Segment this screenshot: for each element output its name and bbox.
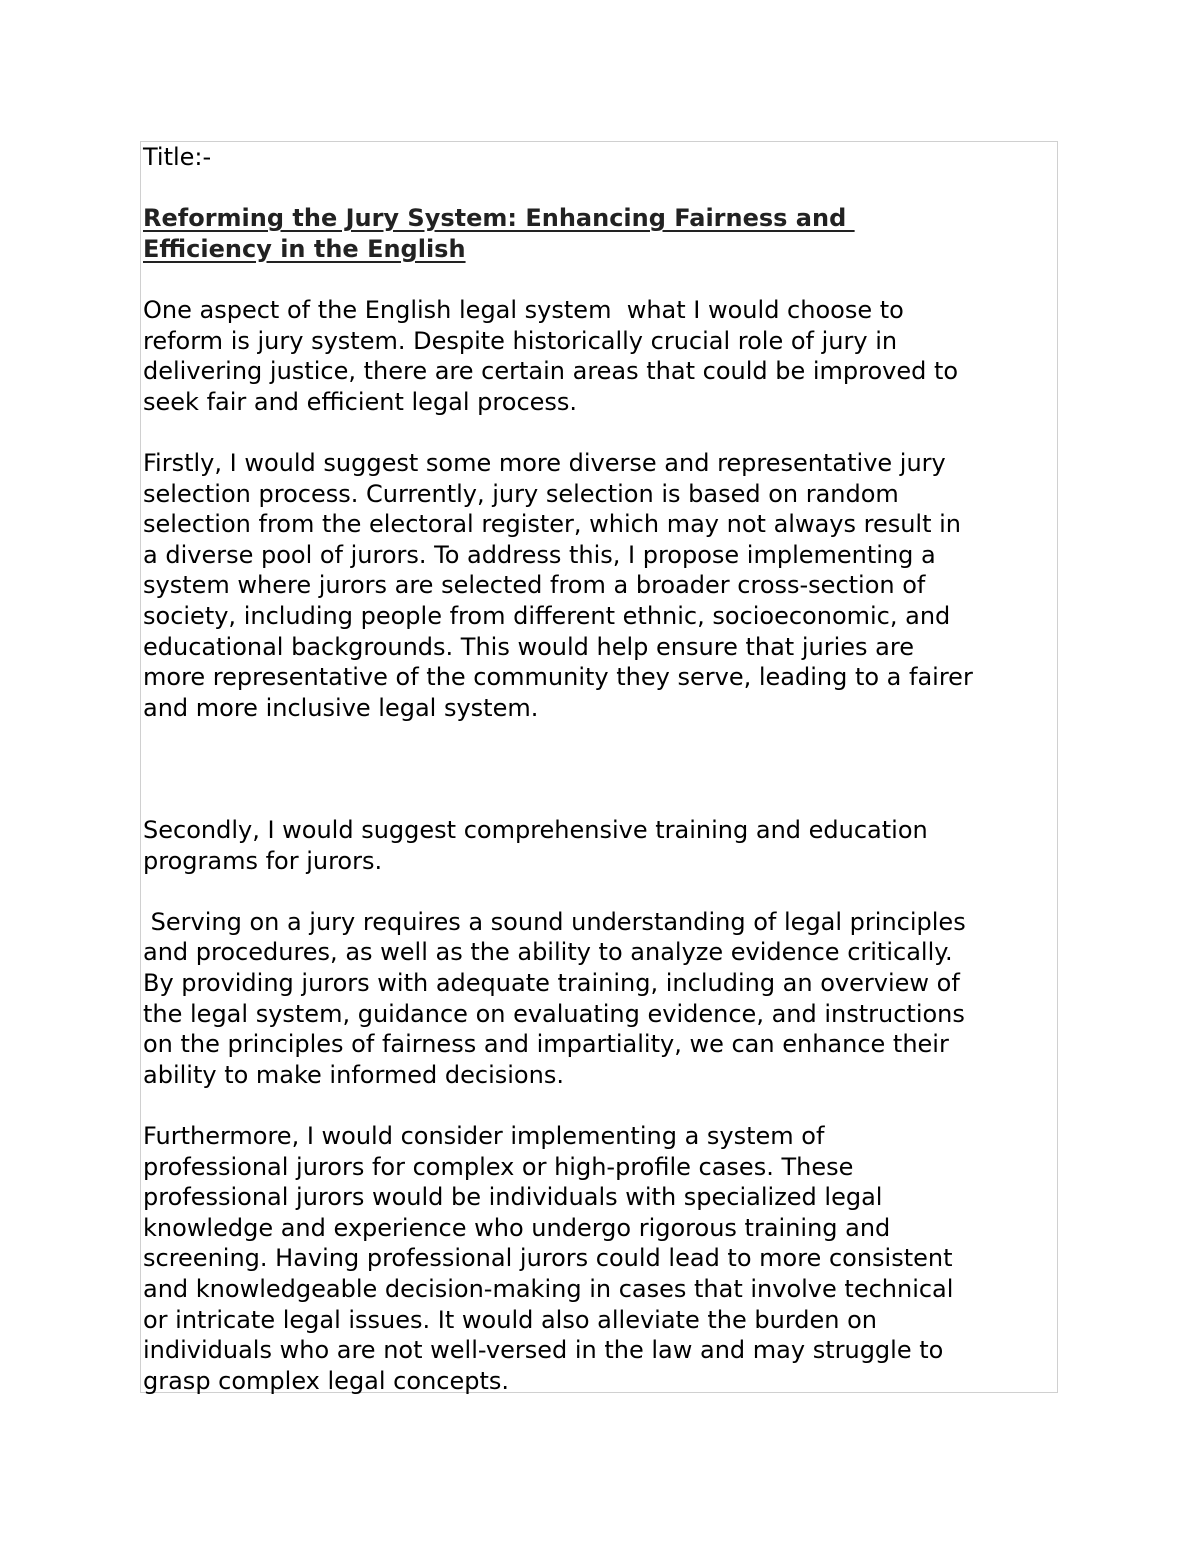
paragraph-line: knowledge and experience who undergo rigorous training and [143, 1213, 891, 1242]
paragraph-firstly [143, 448, 1057, 723]
paragraph-line: and knowledgeable decision-making in cases that involve technical [143, 1274, 954, 1303]
blank-line [143, 784, 1057, 815]
paragraph-line: the legal system, guidance on evaluating evidence, and instructions [143, 999, 965, 1028]
paragraph-line: One aspect of the English legal system what I would choose to [143, 295, 904, 324]
paragraph-line: Furthermore, I would consider implementing a system of [143, 1122, 825, 1150]
paragraph-line: and more inclusive legal system. [143, 693, 539, 722]
document-body [143, 142, 1057, 1396]
paragraph-intro [143, 295, 1057, 417]
paragraph-line: professional jurors would be individuals with specialized legal [143, 1183, 883, 1212]
paragraph-line: society, including people from different ethnic, socioeconomic, and [143, 601, 951, 630]
paragraph-line: individuals who are not well-versed in the law and may struggle to [143, 1336, 944, 1365]
paragraph-line: a diverse pool of jurors. To address this, I propose implementing a [143, 540, 936, 569]
paragraph-line: reform is jury system. Despite historically crucial role of jury in [143, 326, 898, 355]
blank-line [143, 173, 1057, 204]
paragraph-line: delivering justice, there are certain areas that could be improved to [143, 357, 959, 386]
paragraph-line: grasp complex legal concepts. [143, 1366, 510, 1395]
paragraph-line: and procedures, as well as the ability to analyze evidence critically. [143, 938, 953, 967]
paragraph-line: Secondly, I would suggest comprehensive training and education [143, 816, 928, 845]
paragraph-line: Firstly, I would suggest some more diverse and representative jury [143, 448, 946, 477]
blank-line [143, 754, 1057, 785]
paragraph-training [143, 907, 1057, 1091]
blank-line [143, 264, 1057, 295]
paragraph-line: selection process. Currently, jury selection is based on random [143, 479, 899, 508]
paragraph-line: or intricate legal issues. It would also alleviate the burden on [143, 1305, 877, 1334]
document-page-frame [140, 141, 1058, 1393]
title-label: Title:- [143, 143, 212, 171]
paragraph-line: educational backgrounds. This would help ensure that juries are [143, 632, 914, 661]
paragraph-line: professional jurors for complex or high-profile cases. These [143, 1152, 854, 1181]
paragraph-secondly [143, 815, 1057, 876]
paragraph-line: Serving on a jury requires a sound understanding of legal principles [143, 907, 966, 936]
paragraph-line: on the principles of fairness and impartiality, we can enhance their [143, 1030, 949, 1059]
paragraph-line: programs for jurors. [143, 846, 383, 875]
blank-line [143, 1090, 1057, 1121]
paragraph-line: ability to make informed decisions. [143, 1060, 564, 1089]
heading-line: Reforming the Jury System: Enhancing Fairness and [143, 204, 855, 233]
paragraph-furthermore [143, 1121, 1057, 1396]
blank-line [143, 723, 1057, 754]
paragraph-line: more representative of the community they serve, leading to a fairer [143, 663, 973, 692]
blank-line [143, 876, 1057, 907]
paragraph-line: seek fair and efficient legal process. [143, 387, 578, 416]
paragraph-line: By providing jurors with adequate training, including an overview of [143, 969, 960, 998]
paragraph-line: selection from the electoral register, which may not always result in [143, 510, 962, 539]
blank-line [143, 417, 1057, 448]
heading-line: Efficiency in the English [143, 234, 466, 263]
document-heading [143, 203, 1057, 264]
paragraph-line: system where jurors are selected from a broader cross-section of [143, 571, 926, 600]
paragraph-line: screening. Having professional jurors could lead to more consistent [143, 1244, 953, 1273]
